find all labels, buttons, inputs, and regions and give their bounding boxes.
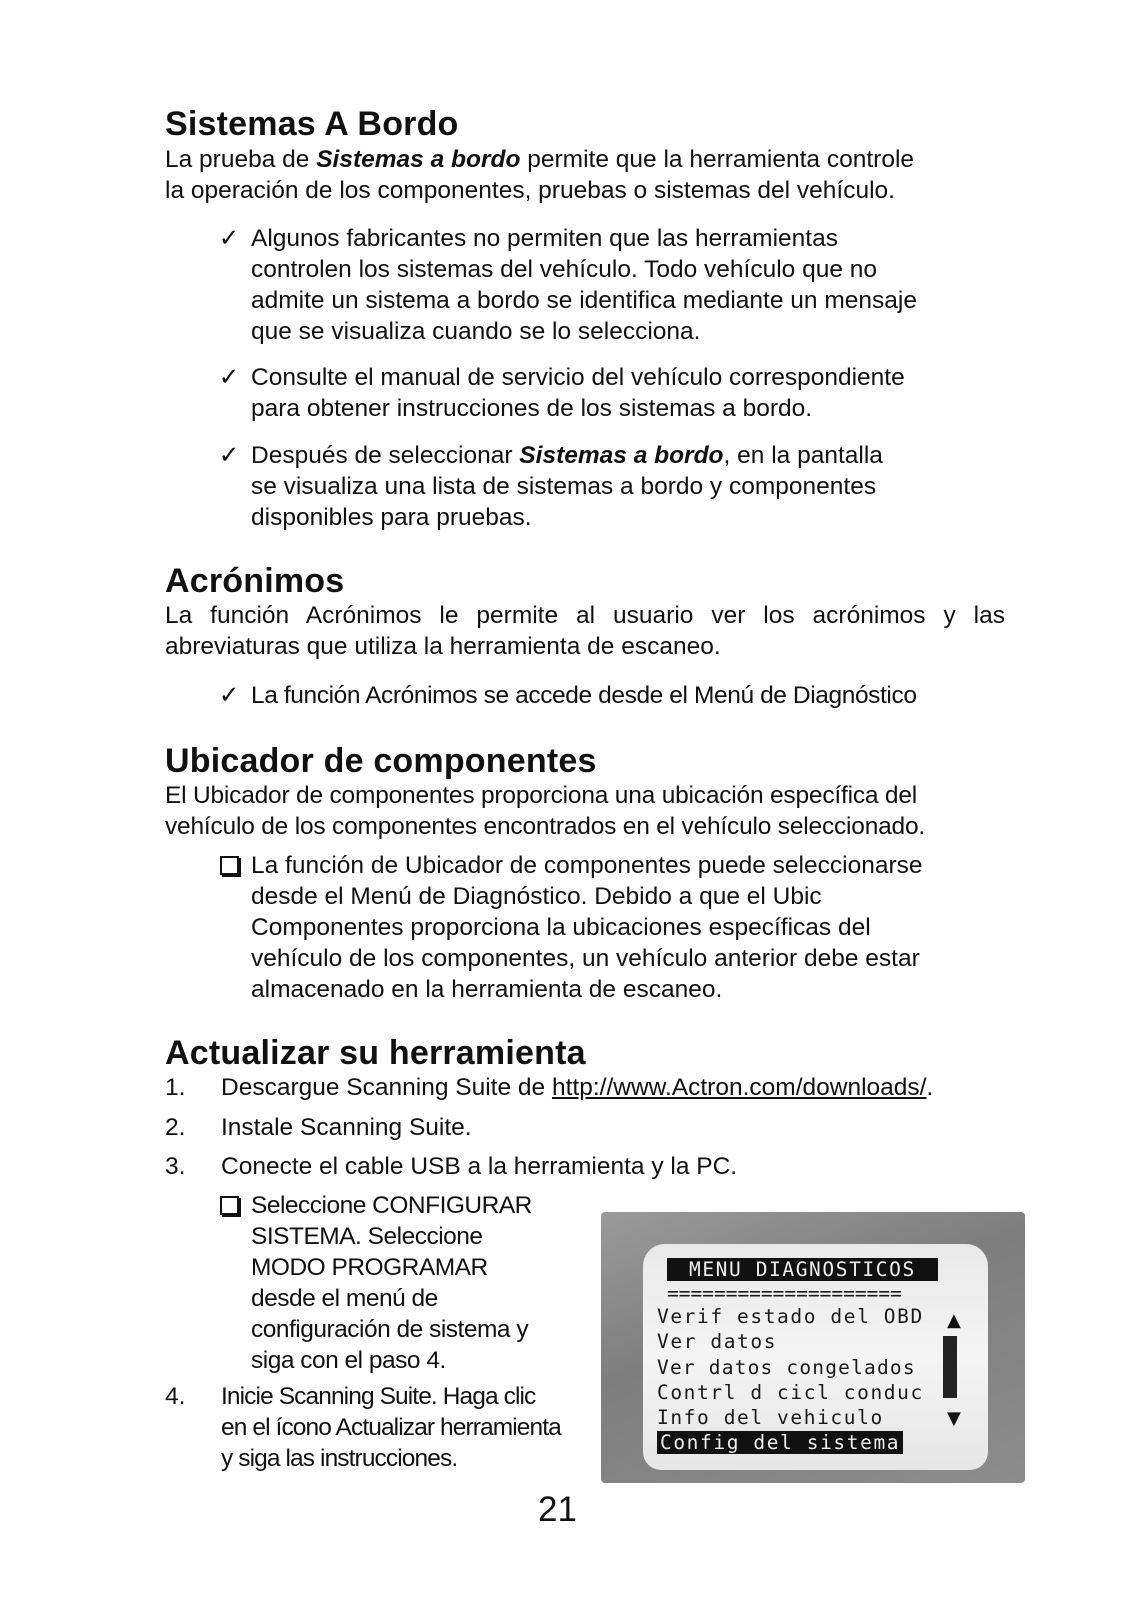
acronimos-intro (165, 600, 1005, 662)
intro-text: La prueba de (165, 146, 317, 173)
lcd-display (643, 1244, 988, 1470)
step-number: 1. (165, 1074, 186, 1101)
step-line: Inicie Scanning Suite. Haga clic (221, 1383, 536, 1410)
step-4 (165, 1381, 601, 1474)
sistemas-bullet-3 (218, 440, 1011, 533)
menu-item[interactable]: Ver datos (657, 1330, 778, 1353)
ubicador-bullet (251, 850, 1011, 1005)
menu-item-selected-text: Config del sistema (657, 1431, 903, 1454)
bullet-emphasis: Sistemas a bordo (519, 442, 724, 469)
bullet-line: desde el menú de (251, 1285, 438, 1312)
menu-header-text: MENU DIAGNOSTICOS (667, 1258, 938, 1281)
bullet-text: Después de seleccionar (251, 442, 520, 469)
intro-line-2: vehículo de los componentes encontrados en el vehículo seleccionado. (165, 813, 926, 840)
download-link[interactable]: http://www.Actron.com/downloads/ (551, 1074, 927, 1101)
scroll-down-icon: ▼ (947, 1408, 961, 1429)
menu-separator: ==================== (667, 1282, 902, 1305)
section-title-acronimos: Acrónimos (165, 562, 345, 600)
bullet-line: configuración de sistema y (251, 1316, 529, 1343)
checkbox-icon (215, 1190, 243, 1221)
menu-item[interactable]: Ver datos congelados (657, 1356, 916, 1379)
intro-emphasis: Sistemas a bordo (316, 146, 521, 173)
step-line: en el ícono Actualizar herramienta (221, 1414, 561, 1441)
scan-tool-screen-photo (601, 1212, 1025, 1483)
bullet-line: desde el Menú de Diagnóstico. Debido a que el Ubic (251, 883, 822, 910)
bullet-line: Consulte el manual de servicio del vehículo correspondiente (251, 364, 905, 391)
step-number: 4. (165, 1383, 186, 1410)
bullet-line: Algunos fabricantes no permiten que las herramientas (251, 225, 838, 252)
check-icon: ✓ (218, 225, 240, 252)
bullet-line: SISTEMA. Seleccione (251, 1223, 483, 1250)
bullet-line: que se visualiza cuando se lo selecciona. (251, 318, 701, 345)
section-title-actualizar: Actualizar su herramienta (165, 1034, 586, 1072)
intro-line-1: El Ubicador de componentes proporciona una ubicación específica del (165, 782, 918, 809)
scrollbar-thumb (943, 1336, 957, 1398)
intro-line-1: La función Acrónimos le permite al usuario ver los acrónimos y las (165, 602, 1005, 629)
page-number: 21 (538, 1490, 577, 1529)
acronimos-bullet (218, 680, 1011, 711)
bullet-line: almacenado en la herramienta de escaneo. (251, 976, 723, 1003)
bullet-line: La función Acrónimos se accede desde el Menú de Diagnóstico (251, 682, 917, 709)
intro-text-cont: permite que la herramienta controle (520, 146, 915, 173)
menu-item[interactable]: Verif estado del OBD (657, 1305, 924, 1328)
checkbox-icon (215, 850, 243, 881)
bullet-text-cont: , en la pantalla (723, 442, 883, 469)
bullet-line: admite un sistema a bordo se identifica mediante un mensaje (251, 287, 917, 314)
bullet-line: disponibles para pruebas. (251, 504, 532, 531)
menu-item[interactable]: Info del vehiculo (657, 1406, 884, 1429)
scroll-up-icon: ▲ (947, 1310, 961, 1331)
step-3-sub-bullet (251, 1190, 591, 1376)
check-icon: ✓ (218, 442, 240, 469)
step-number: 2. (165, 1114, 186, 1141)
step-text: Instale Scanning Suite. (221, 1114, 472, 1141)
bullet-line: La función de Ubicador de componentes puede seleccionarse (251, 852, 923, 879)
step-text: Conecte el cable USB a la herramienta y la PC. (221, 1153, 738, 1180)
bullet-line: controlen los sistemas del vehículo. Todo vehículo que no (251, 256, 878, 283)
bullet-line: para obtener instrucciones de los sistemas a bordo. (251, 395, 813, 422)
step-3 (165, 1151, 1011, 1182)
step-1 (165, 1072, 1011, 1103)
sistemas-bullet-1 (218, 223, 1011, 347)
step-2 (165, 1112, 1011, 1143)
bullet-line: siga con el paso 4. (251, 1347, 446, 1374)
check-icon: ✓ (218, 682, 240, 709)
sistemas-intro (165, 144, 1005, 206)
step-text: Descargue Scanning Suite de (221, 1074, 552, 1101)
ubicador-intro (165, 780, 1005, 842)
menu-header (667, 1258, 938, 1282)
intro-line-2: la operación de los componentes, pruebas o sistemas del vehículo. (165, 177, 895, 204)
step-line: y siga las instrucciones. (221, 1445, 458, 1472)
menu-item-selected[interactable] (657, 1431, 903, 1455)
intro-line-2: abreviaturas que utiliza la herramienta de escaneo. (165, 633, 721, 660)
bullet-line: Componentes proporciona la ubicaciones específicas del (251, 914, 871, 941)
step-number: 3. (165, 1153, 186, 1180)
check-icon: ✓ (218, 364, 240, 391)
menu-item[interactable]: Contrl d cicl conduc (657, 1381, 924, 1404)
section-title-sistemas: Sistemas A Bordo (165, 105, 459, 143)
bullet-line: vehículo de los componentes, un vehículo anterior debe estar (251, 945, 920, 972)
step-text-end: . (926, 1074, 934, 1101)
bullet-line: se visualiza una lista de sistemas a bordo y componentes (251, 473, 877, 500)
bullet-line: MODO PROGRAMAR (251, 1254, 488, 1281)
sistemas-bullet-2 (218, 362, 1011, 424)
bullet-line: Seleccione CONFIGURAR (251, 1192, 532, 1219)
section-title-ubicador: Ubicador de componentes (165, 742, 597, 780)
